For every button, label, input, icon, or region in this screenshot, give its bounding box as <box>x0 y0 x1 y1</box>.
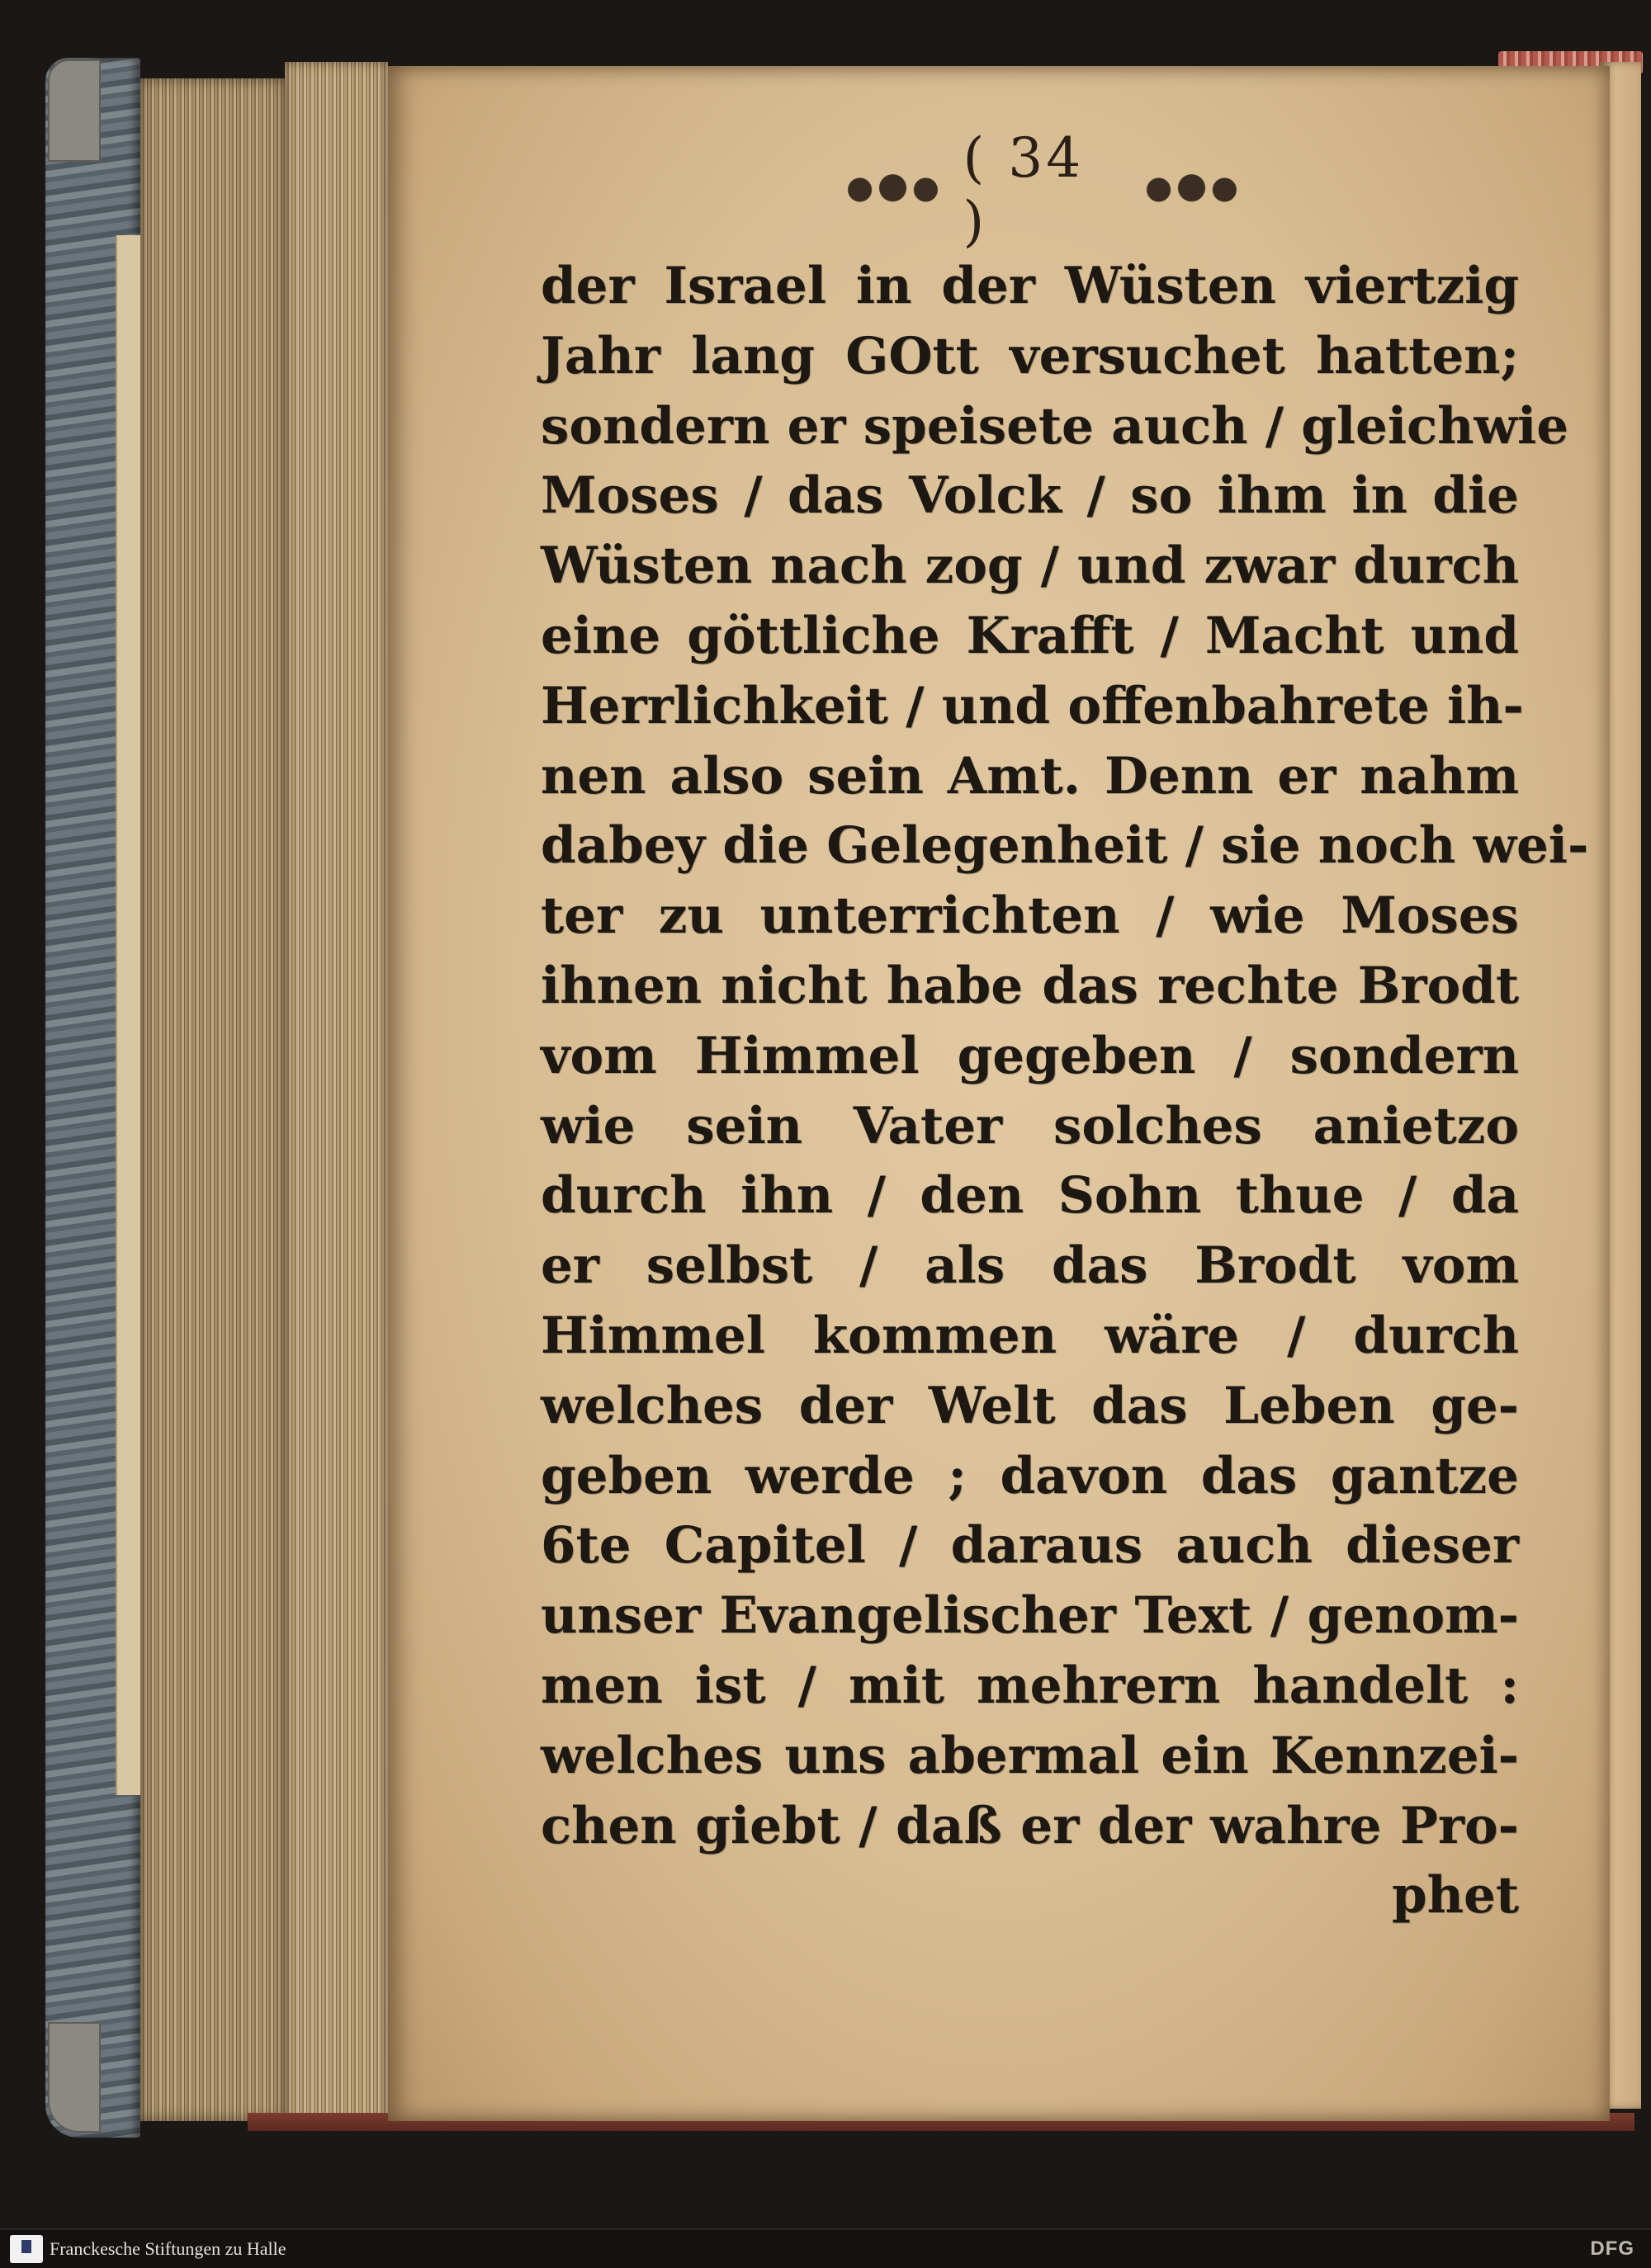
text-line: eine göttliche Krafft / Macht und <box>541 606 1519 665</box>
cover-corner-bottom <box>48 2022 101 2133</box>
page-header <box>838 126 1247 253</box>
text-line: Wüsten nach zog / und zwar durch <box>541 536 1519 596</box>
page-number: ( 34 ) <box>963 126 1085 253</box>
text-line: wie sein Vater solches anietzo <box>541 1096 1519 1155</box>
text-line: chen giebt / daß er der wahre Pro- <box>541 1796 1519 1855</box>
text-line: vom Himmel gegeben / sondern <box>541 1026 1519 1085</box>
text-line: welches uns abermal ein Kennzei- <box>541 1726 1519 1785</box>
text-line: Herrlichkeit / und offenbahrete ih- <box>541 676 1524 735</box>
ornament-right-icon <box>1137 171 1247 209</box>
text-line: welches der Welt das Leben ge- <box>541 1376 1519 1435</box>
body-text <box>541 252 1589 1931</box>
text-line: Jahr lang GOtt versuchet hatten; <box>541 326 1519 385</box>
page-stack-middle <box>285 62 388 2125</box>
text-line: sondern er speisete auch / gleichwie <box>541 396 1569 456</box>
text-line: Himmel kommen wäre / durch <box>541 1306 1519 1365</box>
text-line: der Israel in der Wüsten viertzig <box>541 257 1519 315</box>
cover-corner-top <box>48 59 101 162</box>
institution-logo-icon <box>10 2235 43 2263</box>
text-line: Moses / das Volck / so ihm in die <box>541 466 1519 526</box>
viewer-footer <box>0 2228 1651 2268</box>
institution-name: Franckesche Stiftungen zu Halle <box>50 2238 286 2259</box>
text-line: durch ihn / den Sohn thue / da <box>541 1166 1519 1226</box>
text-line: phet <box>1392 1866 1519 1925</box>
ornament-left-icon <box>838 171 948 209</box>
text-line: nen also sein Amt. Denn er nahm <box>541 746 1519 806</box>
text-line: ihnen nicht habe das rechte Brodt <box>541 956 1519 1015</box>
text-line: ter zu unterrichten / wie Moses <box>541 886 1519 946</box>
text-line: unser Evangelischer Text / genom- <box>541 1586 1519 1646</box>
text-line: dabey die Gelegenheit / sie noch wei- <box>541 816 1589 876</box>
text-line: geben werde ; davon das gantze <box>541 1446 1519 1505</box>
text-line: 6te Capitel / daraus auch dieser <box>541 1516 1519 1576</box>
dfg-logo: DFG <box>1590 2237 1634 2260</box>
page-stack-left <box>140 78 285 2121</box>
text-line: men ist / mit mehrern handelt : <box>541 1656 1519 1715</box>
text-line: er selbst / als das Brodt vom <box>541 1236 1519 1296</box>
